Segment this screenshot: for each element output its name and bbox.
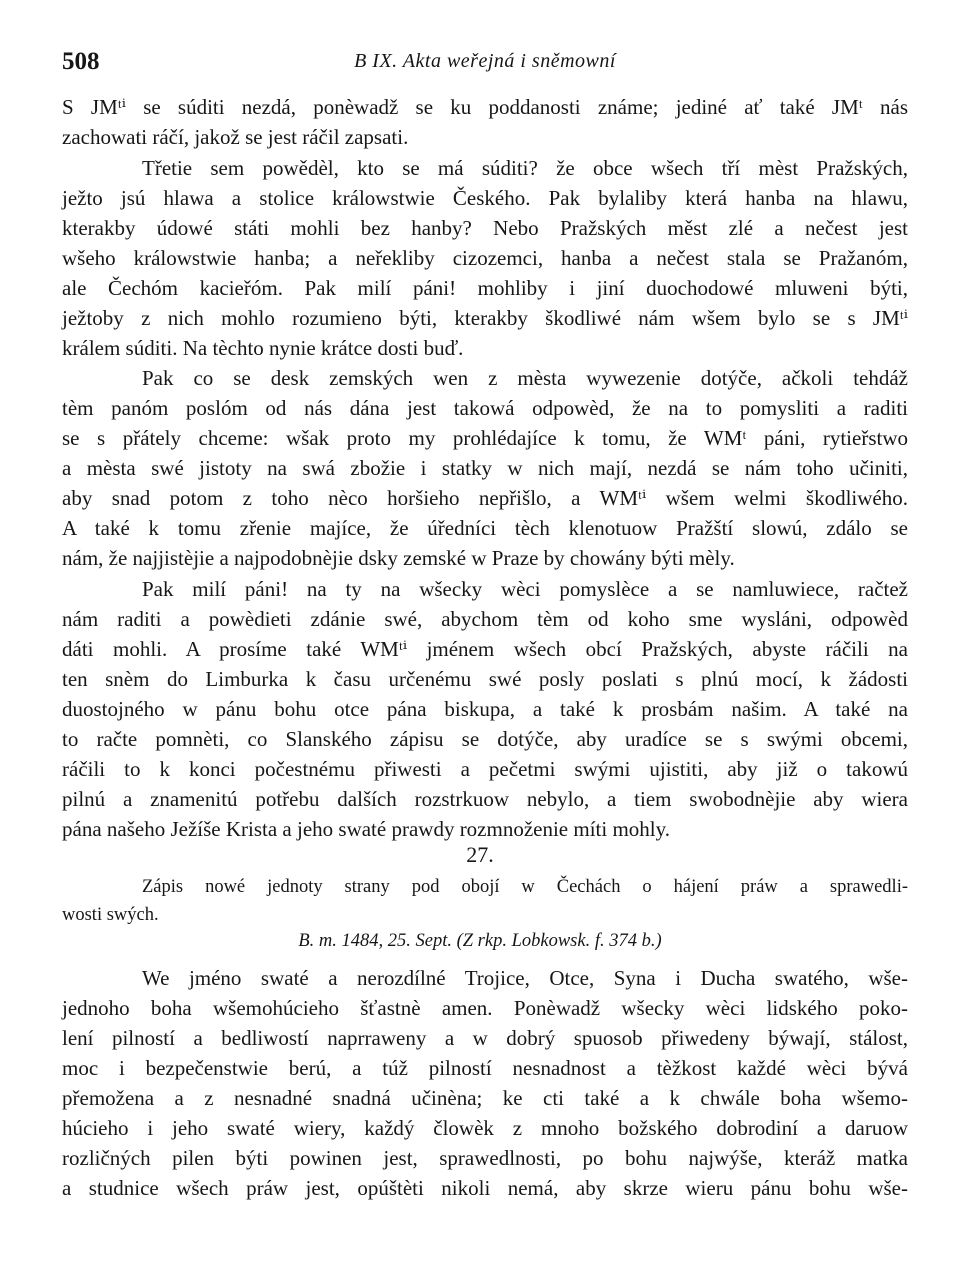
running-head: B IX. Akta weřejná i sněmowní — [354, 50, 616, 72]
text-line: A také k tomu zřenie majíce, že úředníci tèch klenotuow Pražští slowú, zdálo se — [62, 516, 908, 540]
text-line: to račte pomnèti, co Slanského zápisu se dotýče, aby uradíce se s swými obcemi, — [62, 727, 908, 751]
text-line: wšeho králowstwie hanba; a neřekliby cizozemci, hanba a nečest stala se Pražanóm, — [62, 246, 908, 270]
text-line: nám raditi a powèdieti zdánie swé, abychom tèm od koho sme wysláni, odpowèd — [62, 607, 908, 631]
text-line: ten snèm do Limburka k času určenému swé posly poslati s plnú mocí, k žádosti — [62, 667, 908, 691]
text-line: Třetie sem powědèl, kto se má súditi? že obce wšech tří mèst Pražských, — [142, 156, 908, 180]
text-line: pilnú a znamenitú potřebu dalších rozstrkuow nebylo, a tiem swobodnèjie aby wiera — [62, 787, 908, 811]
text-line: rozličných pilen býti powinen jest, sprawedlnosti, po bohu najwýše, kteráž matka — [62, 1146, 908, 1170]
text-line: S JMᵗⁱ se súditi nezdá, ponèwadž se ku poddanosti známe; jediné ať také JMᵗ nás — [62, 95, 908, 119]
text-line: húcieho i jeho swaté wiery, každý člowèk z mnoho božského dobrodiní a daruow — [62, 1116, 908, 1140]
text-line: a mèsta swé jistoty na swá zbožie i statky w nich mají, nezdá se nám toho učiniti, — [62, 456, 908, 480]
text-line: tèm panóm poslóm od nás dána jest takowá odpowèd, že na to pomysliti a raditi — [62, 396, 908, 420]
text-line: duostojného w pánu bohu otce pána biskupa, a také k prosbám našim. A také na — [62, 697, 908, 721]
text-line: ale Čechóm kacieřóm. Pak milí páni! mohliby i jiní duochodowé mluweni býti, — [62, 276, 908, 300]
text-line: zachowati ráčí, jakož se jest ráčil zapsati. — [62, 125, 409, 149]
text-line: nám, že najjistèjie a najpodobnèjie dsky zemské w Praze by chowány býti mèly. — [62, 546, 735, 570]
text-line: ježto jsú hlawa a stolice králowstwie Českého. Pak bylaliby která hanba na hlawu, — [62, 186, 908, 210]
text-line: Pak co se desk zemských wen z mèsta wywezenie dotýče, ačkoli tehdáž — [142, 366, 908, 390]
document-summary-continued: wosti swých. — [62, 905, 159, 925]
page-number: 508 — [62, 48, 100, 75]
document-summary: Zápis nowé jednoty strany pod obojí w Čechách o hájení práw a sprawedli- — [142, 877, 908, 897]
text-line: jednoho boha wšemohúcieho šťastnè amen. Ponèwadž wšecky wèci lidského poko- — [62, 996, 908, 1020]
text-line: přemožena a z nesnadné snadná učinèna; ke cti také a k chwále boha wšemo- — [62, 1086, 908, 1110]
text-line: aby snad potom z toho nèco horšieho nepřišlo, a WMᵗⁱ wšem welmi škodliwého. — [62, 486, 908, 510]
text-line: moc i bezpečenstwie berú, a túž pilností nesnadnost a tèžkost každé wèci bývá — [62, 1056, 908, 1080]
text-line: pána našeho Ježíše Krista a jeho swaté prawdy rozmnoženie míti mohly. — [62, 817, 671, 841]
text-line: kterakby údowé státi mohli bez hanby? Nebo Pražských měst zlé a nečest jest — [62, 216, 908, 240]
document-source: B. m. 1484, 25. Sept. (Z rkp. Lobkowsk. f. 374 b.) — [298, 931, 662, 951]
text-line: králem súditi. Na tèchto nynie krátce dosti buď. — [62, 336, 464, 360]
text-line: a studnice wšech práw jest, opúštèti nikoli nemá, aby skrze wieru pánu bohu wše- — [62, 1176, 908, 1200]
text-line: dáti mohli. A prosíme také WMᵗⁱ jménem wšech obcí Pražských, abyste ráčili na — [62, 637, 908, 661]
text-line: ježtoby z nich mohlo rozumieno býti, kterakby škodliwé nám wšem bylo se s JMᵗⁱ — [62, 306, 908, 330]
document-number: 27. — [466, 842, 494, 867]
text-line: ráčili to k konci počestnému přiwesti a pečetmi swými ujistiti, aby již o takowú — [62, 757, 908, 781]
text-line: Pak milí páni! na ty na wšecky wèci pomyslèce a se namluwiece, račtež — [142, 577, 908, 601]
text-line: se s přátely chceme: wšak proto my prohlédajíce k tomu, že WMᵗ páni, rytieřstwo — [62, 426, 908, 450]
page-header — [62, 48, 908, 80]
text-line: We jméno swaté a nerozdílné Trojice, Otce, Syna i Ducha swatého, wše- — [142, 966, 908, 990]
text-line: lení pilností a bedliwostí naprraweny a w dobrý spuosob přiwedeny býwají, stálost, — [62, 1026, 908, 1050]
